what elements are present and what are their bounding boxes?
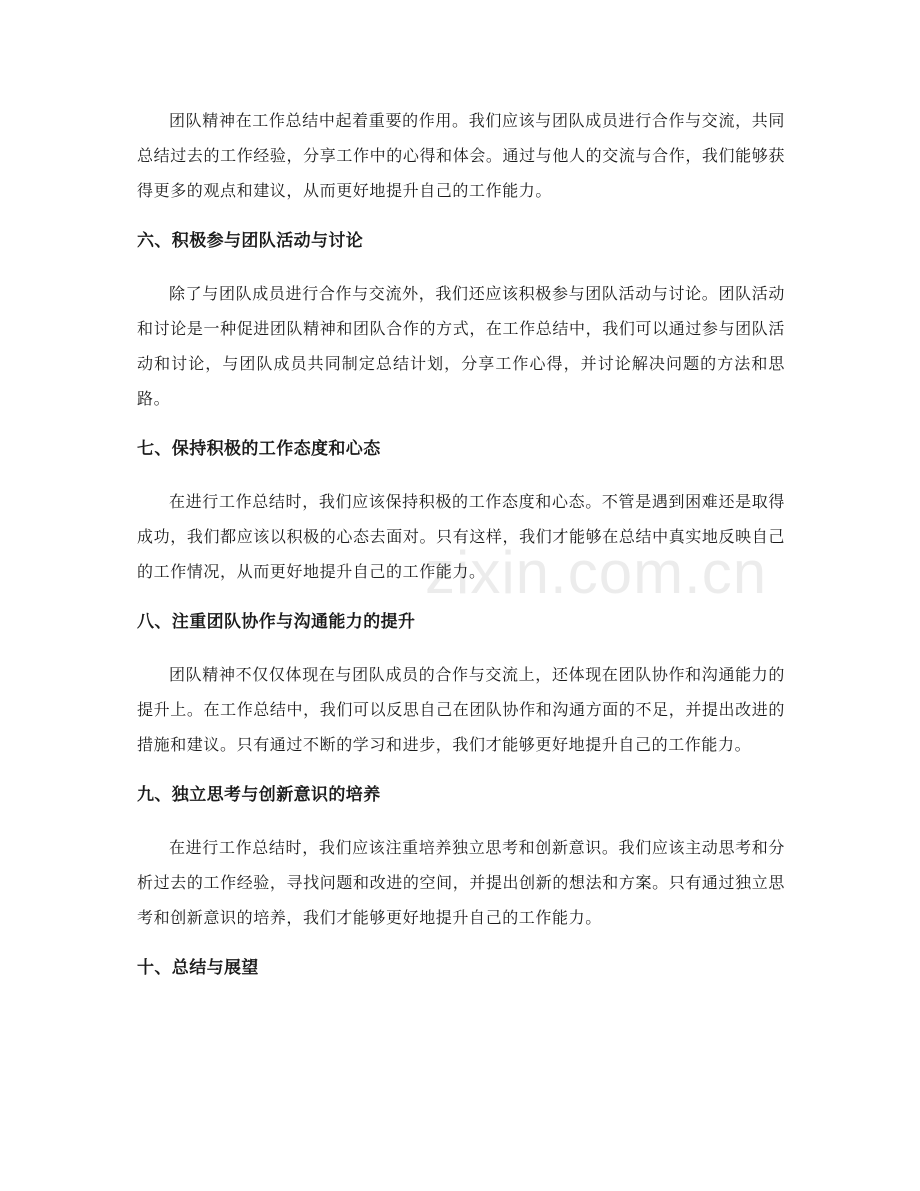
section-heading-10: 十、总结与展望 [137,958,259,978]
watermark: zixin.com.cn [425,539,768,606]
section-heading-9: 九、独立思考与创新意识的培养 [137,785,381,805]
paragraph-team-spirit: 团队精神在工作总结中起着重要的作用。我们应该与团队成员进行合作与交流，共同总结过去的工作经验，分享工作中的心得和体会。通过与他人的交流与合作，我们能够获得更多的观点和建议，从而更好地提升自己的工作能力。 [137,111,785,200]
paragraph-section-8: 团队精神不仅仅体现在与团队成员的合作与交流上，还体现在团队协作和沟通能力的提升上。在工作总结中，我们可以反思自己在团队协作和沟通方面的不足，并提出改进的措施和建议。只有通过不断的学习和进步，我们才能够更好地提升自己的工作能力。 [137,665,785,754]
paragraph-section-7: 在进行工作总结时，我们应该保持积极的工作态度和心态。不管是遇到困难还是取得成功，我们都应该以积极的心态去面对。只有这样，我们才能够在总结中真实地反映自己的工作情况，从而更好地提升自己的工作能力。 [137,492,785,581]
section-heading-6: 六、积极参与团队活动与讨论 [137,231,364,251]
paragraph-section-9: 在进行工作总结时，我们应该注重培养独立思考和创新意识。我们应该主动思考和分析过去的工作经验，寻找问题和改进的空间，并提出创新的想法和方案。只有通过独立思考和创新意识的培养，我们才能够更好地提升自己的工作能力。 [137,838,785,927]
section-heading-7: 七、保持积极的工作态度和心态 [137,439,381,459]
document-body [137,103,785,983]
paragraph-section-6: 除了与团队成员进行合作与交流外，我们还应该积极参与团队活动与讨论。团队活动和讨论是一种促进团队精神和团队合作的方式，在工作总结中，我们可以通过参与团队活动和讨论，与团队成员共同制定总结计划，分享工作心得，并讨论解决问题的方法和思路。 [137,284,785,408]
section-heading-8: 八、注重团队协作与沟通能力的提升 [137,612,416,632]
